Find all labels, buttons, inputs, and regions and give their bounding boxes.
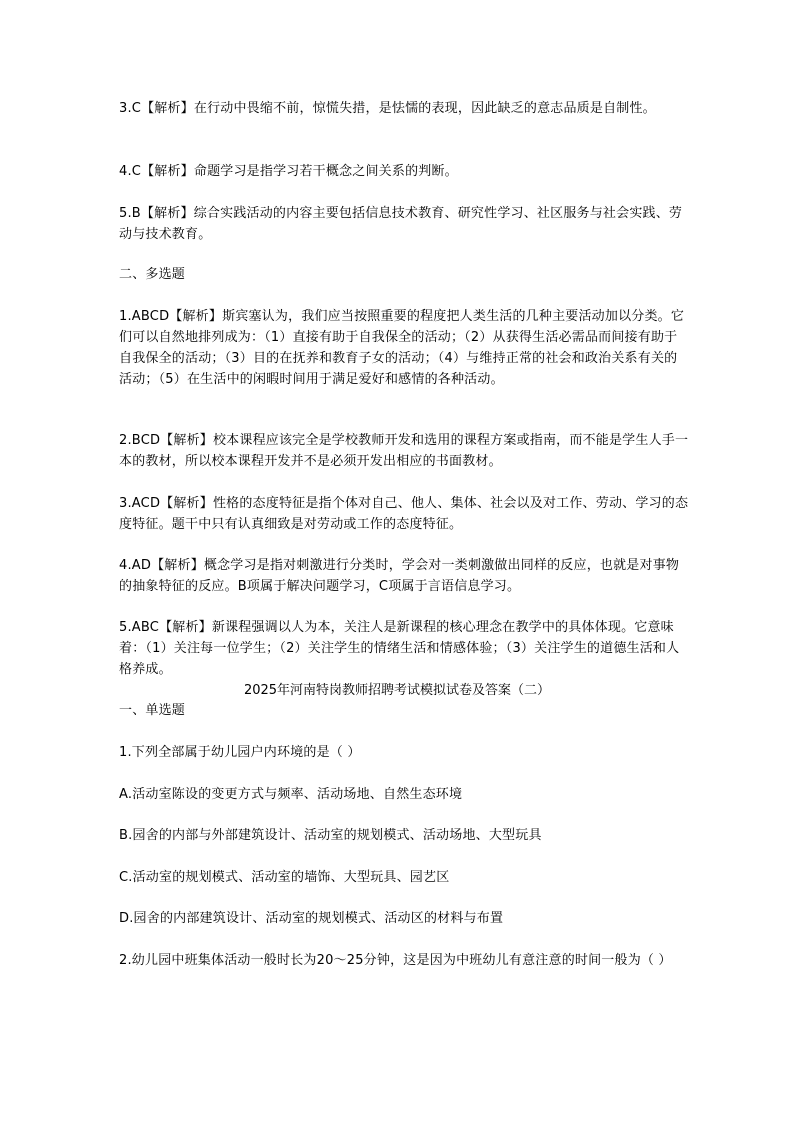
question-1-option-a: A.活动室陈设的变更方式与频率、活动场地、自然生态环境 xyxy=(119,787,463,802)
section-heading-single: 一、单选题 xyxy=(119,703,186,718)
answer-multi-4: 4.AD【解析】概念学习是指对刺激进行分类时，学会对一类刺激做出同样的反应，也就是对事物的抽象特征的反应。B项属于解决问题学习，C项属于言语信息学习。 xyxy=(119,558,680,594)
question-1-option-d: D.园舍的内部建筑设计、活动室的规划模式、活动区的材料与布置 xyxy=(119,911,504,926)
answer-multi-2: 2.BCD【解析】校本课程应该完全是学校教师开发和选用的课程方案或指南，而不能是学生人手一本的教材，所以校本课程开发并不是必须开发出相应的书面教材。 xyxy=(119,433,689,469)
answer-single-4: 4.C【解析】命题学习是指学习若干概念之间关系的判断。 xyxy=(119,164,458,179)
answer-multi-3: 3.ACD【解析】性格的态度特征是指个体对自己、他人、集体、社会以及对工作、劳动、学习的态度特征。题干中只有认真细致是对劳动或工作的态度特征。 xyxy=(119,496,689,532)
answer-single-3: 3.C【解析】在行动中畏缩不前，惊慌失措，是怯懦的表现，因此缺乏的意志品质是自制性。 xyxy=(119,101,656,116)
answer-single-5: 5.B【解析】综合实践活动的内容主要包括信息技术教育、研究性学习、社区服务与社会实践、劳动与技术教育。 xyxy=(119,206,683,242)
question-1-option-c: C.活动室的规划模式、活动室的墙饰、大型玩具、园艺区 xyxy=(119,870,450,885)
answer-multi-5: 5.ABC【解析】新课程强调以人为本，关注人是新课程的核心理念在教学中的具体体现。它意味着：（1）关注每一位学生；（2）关注学生的情绪生活和情感体验；（3）关注学生的道德生活和人格养成。 xyxy=(119,620,680,677)
section-heading-multi: 二、多选题 xyxy=(119,267,186,282)
question-1-option-b: B.园舍的内部与外部建筑设计、活动室的规划模式、活动场地、大型玩具 xyxy=(119,828,542,843)
question-1-stem: 1.下列全部属于幼儿园户内环境的是（ ） xyxy=(119,745,361,760)
question-2-stem: 2.幼儿园中班集体活动一般时长为20～25分钟，这是因为中班幼儿有意注意的时间一般为（ ） xyxy=(119,953,672,968)
answer-multi-1: 1.ABCD【解析】斯宾塞认为，我们应当按照重要的程度把人类生活的几种主要活动加以分类。它们可以自然地排列成为：（1）直接有助于自我保全的活动；（2）从获得生活必需品而间接有助于自我保全的活动；（3）目的在抚养和教育子女的活动；（4）与维持正常的社会和政治关系有关的活动；（5）在生活中的闲暇时间用于满足爱好和感情的各种活动。 xyxy=(119,309,685,387)
exam-title: 2025年河南特岗教师招聘考试模拟试卷及答案（二） xyxy=(243,683,551,698)
